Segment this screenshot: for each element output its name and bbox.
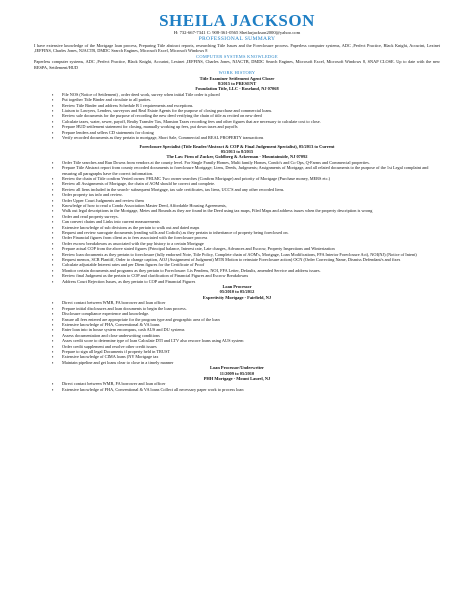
list-item: ▪ Prepare lenders and sellers CD statements for closing: [62, 130, 440, 135]
job-bullets: [34, 92, 440, 141]
list-item: ▪ Can convert chains and Links into current measurements: [62, 219, 440, 224]
job-title: Loan Processor: [222, 284, 252, 290]
job-title: Foreclosure Specialist (Title Reader/Abstract & COP & Final Judgement Specialist), 05/2013 to Current: [139, 143, 335, 149]
summary-text: I have extensive knowledge of the Mortgage loan process, Preparing Title abstract reports, researching Title Issues and the Foreclosure process. Paperless computer systems, ADC ,Perfect Practice, Black Knight, Accurint, Lexinet ,IEFFINS, Charles Jones, NJACTB, DMDC Search Engines, Microsoft Excel, Microsoft Windows 8: [34, 43, 440, 54]
list-item: ▪ Monitor certain documents and programs as they pertain to Foreclosure: Lis Pendens, NOI, FFA Letter, Defaults, amended Service and address issues.: [62, 268, 440, 273]
list-item: ▪ Walk out legal descriptions in the Mortgage, Metes and Bounds as they are found in the Deed using tax maps, Filed Maps and address issues when the property description is wrong: [62, 208, 440, 213]
work-history-heading: WORK HISTORY: [218, 70, 256, 76]
job-company: Expertivity Mortgage - Fairfield, NJ: [202, 294, 272, 300]
list-item: ▪ Prepare HUD settlement statement for closing, manually working up fees, put down taxes and payoffs: [62, 124, 440, 129]
job-dates: 11/2009 to 05/2010: [219, 370, 255, 376]
skills-text: Paperless computer systems, ADC ,Perfect Practice, Black Knight, Accurint, Lexinet ,IEFFINS, Charles Jones, NJACTB, DMDC Search Engines, Microsoft Excel, Microsoft Windows 8, SNAP CLOSE. Up to date with the new RESPA, Settlement/HUD: [34, 59, 440, 70]
job-dates: 05/2010 to 05/2012: [219, 289, 255, 295]
list-item: ▪ Verify recorded documents as they pertain to mortgage, Short Sale, Commercial and REAL PROPERTY transactions: [62, 135, 440, 140]
list-item: ▪ Order property tax info and review.: [62, 192, 440, 197]
list-item: ▪ Maintain pipeline and get loans clear to close in a timely manner: [62, 360, 440, 365]
job-1: [34, 144, 440, 285]
list-item: ▪ Asses credit score to determine type of loan Calculate DTI and LTV also rescore loans using AUS system: [62, 338, 440, 343]
list-item: ▪ Calculate taxes, water, sewer, payoff, Realty Transfer Tax, Mansion Taxes recording fees and other figures that are necessary to calculate cost to close.: [62, 119, 440, 124]
list-item: ▪ Review final Judgment as the pertain to COP and clarification of Financial Figures and Escrow Breakdowns: [62, 273, 440, 278]
list-item: ▪ Order credit supplement and resolve other credit issues: [62, 344, 440, 349]
list-item: ▪ Review all liens included in the search- subsequent Mortgage, tax sale certificates, tax liens, UCC'S and any other recorded liens.: [62, 187, 440, 192]
list-item: ▪ Review loan documents as they pertain to foreclosure (fully endorsed Note, Title Policy, Complete chain of AOM's, Mortgage, Loan Modifications, FFA Interior Foreclosure Act), NOI(NJ) (Notice of Intent): [62, 252, 440, 257]
list-item: ▪ Address Court Rejection Issues, as they pertain to COP and Financial Figures: [62, 279, 440, 284]
list-item: ▪ Review sale documents for the purpose of recording the new deed verifying the chain of title as recited on new deed: [62, 113, 440, 118]
list-item: ▪ Assess documentation and close underwriting conditions: [62, 333, 440, 338]
list-item: ▪ Extensive knowledge of CIMA loans (NY Mortgage tax: [62, 354, 440, 359]
list-item: ▪ Order Financial figures from client as to fees associated with the foreclosure process: [62, 235, 440, 240]
list-item: ▪ Extensive knowledge of FHA, Conventional & VA loans Collect all necessary paper work to process loan: [62, 387, 440, 392]
list-item: ▪ Enter loan into in house system encompass, cash AUS and DU systems: [62, 327, 440, 332]
list-item: ▪ Review Title Binder and address Schedule B 1 requirements and exceptions.: [62, 103, 440, 108]
list-item: ▪ Request and review surrogate documents (reading wills and Codicils) as they pertain to inheritance of property being foreclosed on.: [62, 230, 440, 235]
job-dates: 05/2013 to 8/2015: [220, 148, 254, 154]
list-item: ▪ Disclosure compliance experience and knowledge.: [62, 311, 440, 316]
list-item: ▪ Order and read property surveys.: [62, 214, 440, 219]
list-item: ▪ Prepare Title Abstract report from county recorded documents to foreclosure Mortgage; Liens, Deeds, Judgments; Assignments of Mortgage, and all related documents to the purpose of the 1st Legal complaint and ensuring all paragraphs have the correct information.: [62, 165, 440, 176]
job-bullets: [34, 300, 440, 365]
list-item: ▪ Prepare initial disclosures and loan documents to begin the loan process.: [62, 306, 440, 311]
list-item: ▪ Order escrow breakdowns as associated with the pay history to a certain Mortgage: [62, 241, 440, 246]
list-item: ▪ Prepare actual COP from the above stated figures (Principal balance, Interest rate, Late charges, Advances and Escrow, Property Inspections and Winterization: [62, 246, 440, 251]
list-item: ▪ Liaison to Lawyers, Lenders, surveyors and Real Estate Agents for the purpose of closing purchase and commercial loans.: [62, 108, 440, 113]
list-item: ▪ Request memos, SCR Plantiff, Order to change caption, AOJ (Assignment of Judgment) MTR Motion to reinstate Foreclosure action) OCN (Order Correcting Name, Dismiss Defendant/s and fixes: [62, 257, 440, 262]
list-item: ▪ Direct contact between WMB, FA borrower and loan officer: [62, 381, 440, 386]
job-company: The Law Firm of Zucker, Goldberg & Ackerman - Mountainside, NJ 07092: [166, 154, 308, 160]
skills-heading: COMPUTER SYSTEMS KNOWLEDGE: [196, 53, 278, 59]
job-bullets: [34, 381, 440, 392]
job-title: Loan Processor/Underwriter: [210, 365, 264, 371]
list-item: ▪ Calculate adjustable Interest rates and per Diem figures for the Certificate of Proof: [62, 262, 440, 267]
list-item: ▪ Review the chain of Title confirm Vested owner. FHLMC Two owner searches (Confirm Mortgage) and priority of Mortgage (Purchase money, MERS etc.): [62, 176, 440, 181]
job-2: [34, 284, 440, 365]
list-item: ▪ File NOS (Notice of Settlement) , order deed work, survey when initial Title order is placed: [62, 92, 440, 97]
job-3: [34, 365, 440, 392]
list-item: ▪ Prepare to sign all legal Documents if property held in TRUST: [62, 349, 440, 354]
job-dates: 8/2015 to PRESENT: [217, 81, 257, 87]
job-company: Foundation Title, LLC - Roseland, NJ 07068: [195, 86, 279, 92]
resume-name: SHEILA JACKSON: [159, 11, 315, 30]
summary-heading: PROFESSIONAL SUMMARY: [198, 36, 276, 42]
job-bullets: [34, 160, 440, 284]
list-item: ▪ Order Title searches and Run Downs from vendors at the county level. For Single Family Homes, Multi family Homes, Condo's and Co Ops, Q-Farms and Commercial properties.: [62, 160, 440, 165]
list-item: ▪ Put together Title Binder and circulate to all parties.: [62, 97, 440, 102]
list-item: ▪ Ensure all fees entered are appropriate for the program type and geographic area of the loan: [62, 317, 440, 322]
job-title: Title Examiner Settlement Agent Closer: [199, 75, 275, 81]
job-0: [34, 76, 440, 141]
list-item: ▪ Order Upper Court Judgments and review them: [62, 198, 440, 203]
list-item: ▪ Extensive knowledge of sub divisions as the pertain to walk out and dated maps: [62, 225, 440, 230]
list-item: ▪ Extensive knowledge of FHA, Conventional & VA loans: [62, 322, 440, 327]
list-item: ▪ Direct contact between WMB, FA borrower and loan officer: [62, 300, 440, 305]
job-company: PHH Mortgage - Mount Laurel, NJ: [203, 375, 271, 381]
list-item: ▪ Knowledge of how to read a Condo Association Master Deed, Affordable Housing Agreements,: [62, 203, 440, 208]
list-item: ▪ Review all Assignments of Mortgage, the chain of AOM should be correct and complete.: [62, 181, 440, 186]
contact-info: H: 732-667-7341 C: 908-361-0565 Sheilarjackson2000@yahoo.com: [173, 30, 301, 35]
